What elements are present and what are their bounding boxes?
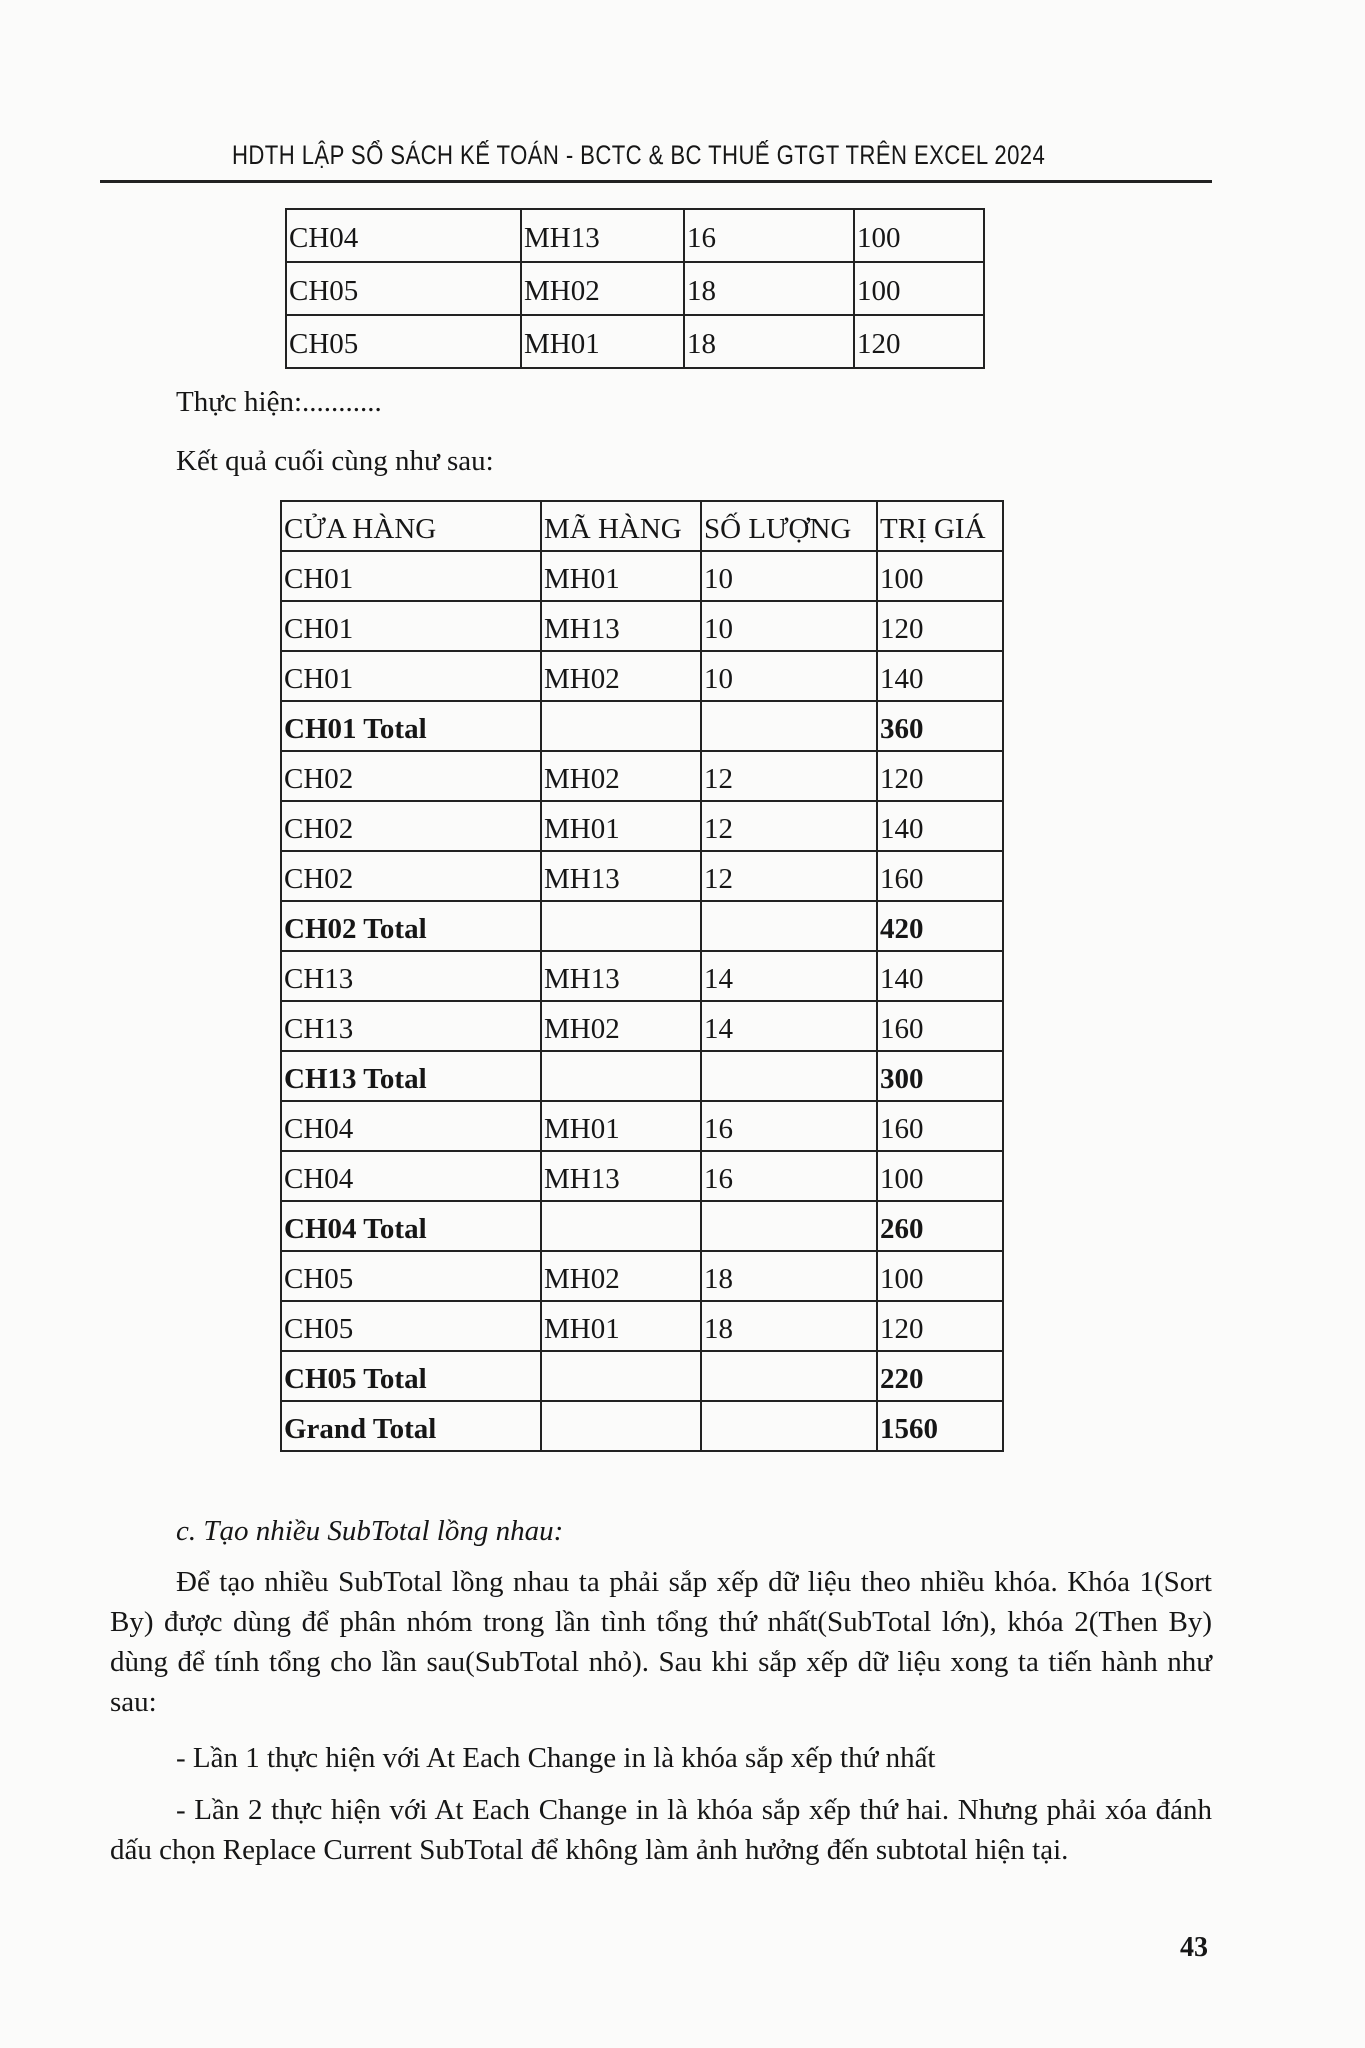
table-cell: CH05 Total (281, 1351, 541, 1401)
table-row (281, 551, 1003, 601)
table-cell (541, 1351, 701, 1401)
table-cell: 260 (877, 1201, 1003, 1251)
table-row (281, 1151, 1003, 1201)
table-row (281, 651, 1003, 701)
table-cell: 16 (701, 1101, 877, 1151)
table-row (281, 1251, 1003, 1301)
table-cell: CH05 (281, 1301, 541, 1351)
table-cell: 160 (877, 1001, 1003, 1051)
table-row (286, 315, 984, 368)
table-cell: CH01 (281, 601, 541, 651)
table-cell: 18 (701, 1301, 877, 1351)
table-cell: MH02 (541, 1251, 701, 1301)
table-cell: 10 (701, 551, 877, 601)
table-cell: 420 (877, 901, 1003, 951)
table-cell: MH13 (541, 951, 701, 1001)
table-row (281, 951, 1003, 1001)
total-row (281, 1351, 1003, 1401)
table-cell (541, 1201, 701, 1251)
table-cell: CH13 (281, 1001, 541, 1051)
table-cell: MH01 (521, 315, 684, 368)
table-cell: 16 (684, 209, 854, 262)
table-cell: 160 (877, 1101, 1003, 1151)
table-cell: 14 (701, 1001, 877, 1051)
table-row (286, 209, 984, 262)
table-cell: CH02 (281, 851, 541, 901)
table-cell: CH04 (281, 1101, 541, 1151)
table-cell: 18 (701, 1251, 877, 1301)
continued-table (285, 208, 985, 369)
table-cell: MH01 (541, 1101, 701, 1151)
header-rule (100, 180, 1212, 183)
table-cell: 120 (877, 601, 1003, 651)
total-row (281, 1051, 1003, 1101)
table-cell: 120 (854, 315, 984, 368)
table-row (281, 601, 1003, 651)
table-row (281, 1001, 1003, 1051)
table-cell: 140 (877, 951, 1003, 1001)
table-cell: CH13 (281, 951, 541, 1001)
table-cell: 18 (684, 315, 854, 368)
total-row (281, 701, 1003, 751)
page-number: 43 (1180, 1932, 1208, 1963)
table-cell: 12 (701, 801, 877, 851)
table-cell: MH01 (541, 551, 701, 601)
table-cell: CH04 Total (281, 1201, 541, 1251)
table-cell: 300 (877, 1051, 1003, 1101)
table-cell (701, 901, 877, 951)
table-cell: 10 (701, 601, 877, 651)
bullet-1: - Lần 1 thực hiện với At Each Change in là khóa sắp xếp thứ nhất (176, 1742, 936, 1774)
table-cell (701, 1201, 877, 1251)
table-cell: CH05 (286, 262, 521, 315)
table-cell: CH13 Total (281, 1051, 541, 1101)
table-row (281, 1301, 1003, 1351)
table-cell: 120 (877, 751, 1003, 801)
total-row (281, 901, 1003, 951)
section-title: c. Tạo nhiều SubTotal lồng nhau: (176, 1515, 564, 1547)
table-cell: MH02 (521, 262, 684, 315)
body-paragraph: Để tạo nhiều SubTotal lồng nhau ta phải sắp xếp dữ liệu theo nhiều khóa. Khóa 1(Sort By) được dùng để phân nhóm trong lần tình tổng thứ nhất(SubTotal lớn), khóa 2(Then By) dùng để tính tổng cho lần sau(SubTotal nhỏ). Sau khi sắp xếp dữ liệu xong ta tiến hành như sau: (110, 1566, 1212, 1718)
table-cell: 120 (877, 1301, 1003, 1351)
table-cell: MH13 (541, 601, 701, 651)
table-cell: 12 (701, 851, 877, 901)
table-cell: CH01 (281, 551, 541, 601)
table-cell (701, 1401, 877, 1451)
table-cell (541, 701, 701, 751)
table-cell (701, 1351, 877, 1401)
table-cell: MH02 (541, 651, 701, 701)
table-row (281, 851, 1003, 901)
result-table (280, 500, 1004, 1452)
column-header: TRỊ GIÁ (877, 501, 1003, 551)
table-row (281, 751, 1003, 801)
result-intro: Kết quả cuối cùng như sau: (176, 445, 494, 477)
table-cell: MH13 (541, 851, 701, 901)
table-cell: CH02 (281, 751, 541, 801)
table-cell: CH05 (286, 315, 521, 368)
total-row (281, 1401, 1003, 1451)
table-cell: 140 (877, 801, 1003, 851)
table-cell (541, 1051, 701, 1101)
table-row (281, 1101, 1003, 1151)
table-cell: MH02 (541, 1001, 701, 1051)
table-cell: MH13 (521, 209, 684, 262)
table-cell: 1560 (877, 1401, 1003, 1451)
table-cell: Grand Total (281, 1401, 541, 1451)
table-cell: 220 (877, 1351, 1003, 1401)
table-cell: CH02 (281, 801, 541, 851)
table-cell: 14 (701, 951, 877, 1001)
table-cell: 100 (854, 262, 984, 315)
column-header: SỐ LƯỢNG (701, 501, 877, 551)
table-cell: MH02 (541, 751, 701, 801)
table-cell: CH01 Total (281, 701, 541, 751)
total-row (281, 1201, 1003, 1251)
table-cell: 140 (877, 651, 1003, 701)
table-cell: CH04 (286, 209, 521, 262)
perform-label: Thực hiện:........... (176, 386, 382, 418)
table-cell: MH01 (541, 801, 701, 851)
table-header-row (281, 501, 1003, 551)
table-cell: 10 (701, 651, 877, 701)
table-cell: 100 (854, 209, 984, 262)
table-cell: 18 (684, 262, 854, 315)
table-cell: CH05 (281, 1251, 541, 1301)
table-cell: CH01 (281, 651, 541, 701)
table-cell (701, 701, 877, 751)
bullet-2: - Lần 2 thực hiện với At Each Change in là khóa sắp xếp thứ hai. Nhưng phải xóa đánh dấu chọn Replace Current SubTotal để không làm ảnh hưởng đến subtotal hiện tại. (110, 1794, 1212, 1866)
table-cell: 160 (877, 851, 1003, 901)
table-cell (541, 901, 701, 951)
table-cell: 360 (877, 701, 1003, 751)
table-cell (701, 1051, 877, 1101)
column-header: MÃ HÀNG (541, 501, 701, 551)
table-cell: 16 (701, 1151, 877, 1201)
table-row (286, 262, 984, 315)
table-cell: CH04 (281, 1151, 541, 1201)
table-cell: 100 (877, 1151, 1003, 1201)
table-cell: 100 (877, 551, 1003, 601)
column-header: CỬA HÀNG (281, 501, 541, 551)
table-cell: MH01 (541, 1301, 701, 1351)
running-header: HDTH LẬP SỔ SÁCH KẾ TOÁN - BCTC & BC THUẾ GTGT TRÊN EXCEL 2024 (232, 140, 1046, 170)
table-cell: 12 (701, 751, 877, 801)
table-cell: CH02 Total (281, 901, 541, 951)
table-row (281, 801, 1003, 851)
table-cell: MH13 (541, 1151, 701, 1201)
table-cell: 100 (877, 1251, 1003, 1301)
table-cell (541, 1401, 701, 1451)
